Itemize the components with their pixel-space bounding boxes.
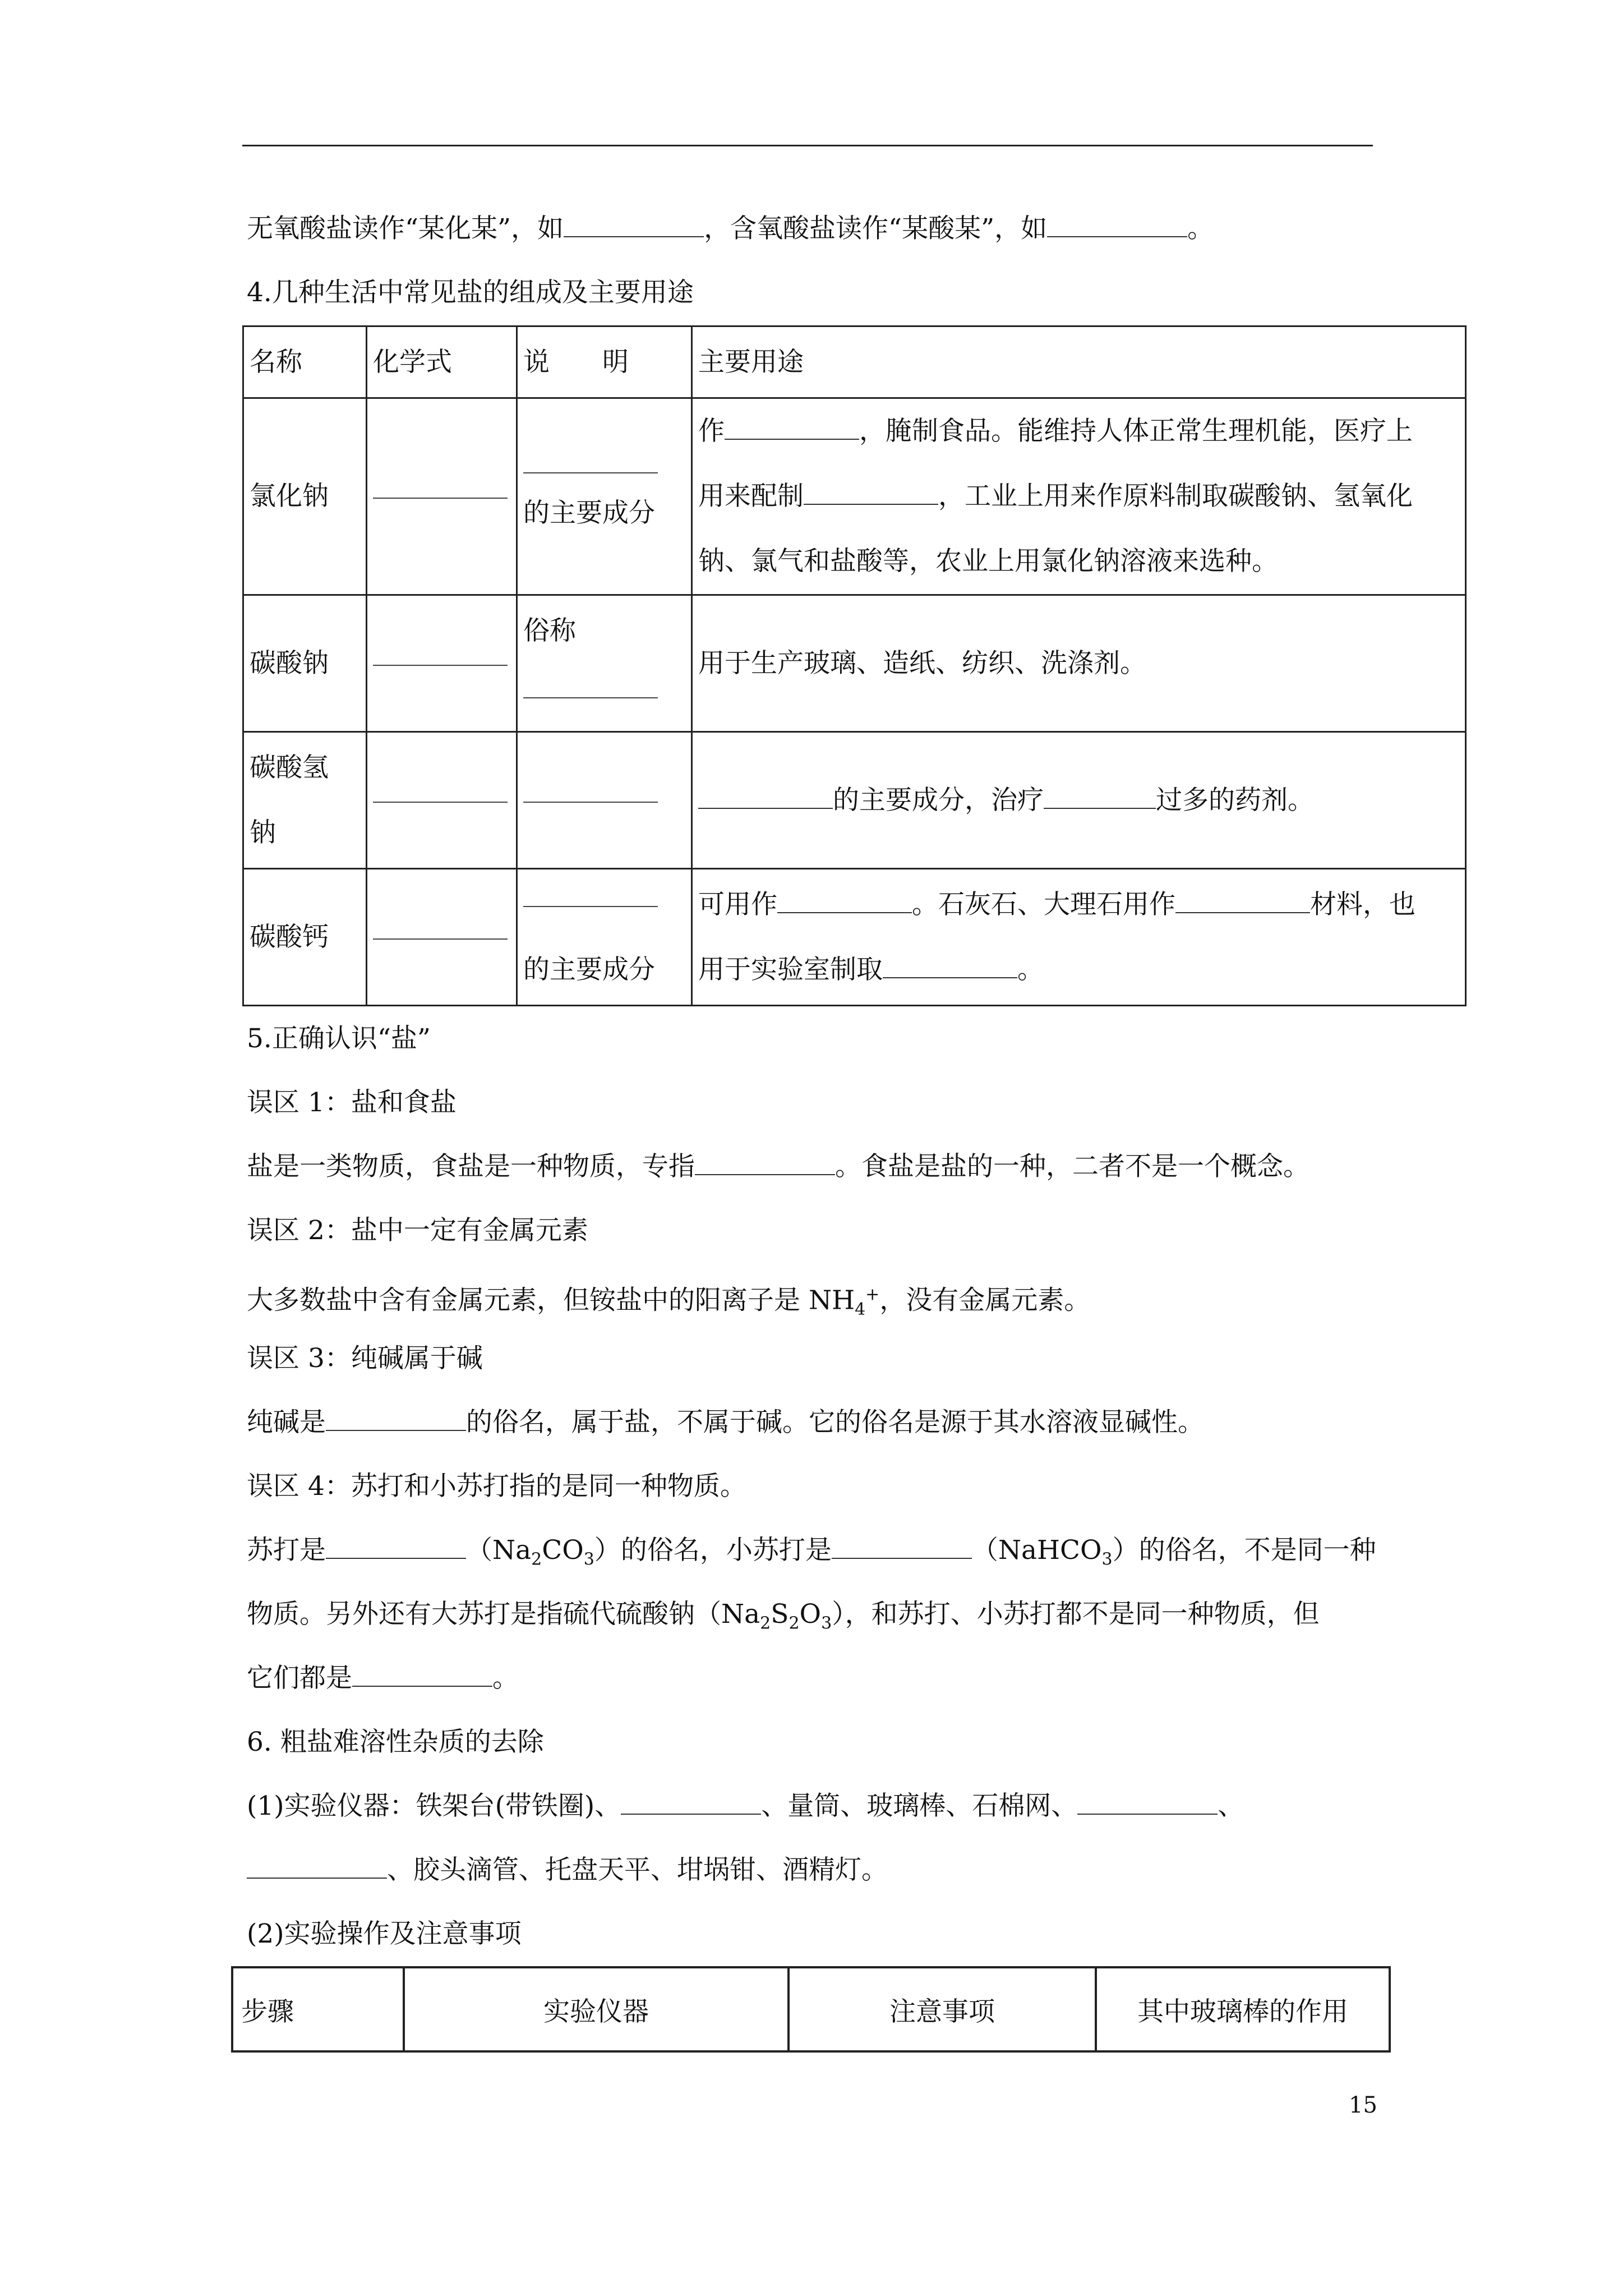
section-5-title: 5.正确认识“盐” xyxy=(247,1023,431,1054)
salt-name: 碳酸钙 xyxy=(243,869,367,1006)
use-cell xyxy=(692,398,1466,595)
use-cell xyxy=(692,732,1466,869)
salts-table xyxy=(242,325,1467,1006)
text: 用来配制 xyxy=(698,481,804,512)
text: (1)实验仪器：铁架台(带铁圈)、 xyxy=(247,1791,621,1821)
text: （Na xyxy=(466,1535,532,1566)
misconception-2-title: 误区 2：盐中一定有金属元素 xyxy=(247,1215,588,1246)
misconception-1-text xyxy=(247,1150,1310,1184)
text: 。 xyxy=(1187,213,1214,244)
table-row xyxy=(243,732,1466,869)
subscript: 3 xyxy=(1101,1549,1113,1570)
misconception-4-title: 误区 4：苏打和小苏打指的是同一种物质。 xyxy=(247,1471,746,1502)
answer-blank[interactable] xyxy=(725,417,859,440)
subscript: 3 xyxy=(821,1613,832,1634)
text: 过多的药剂。 xyxy=(1156,784,1314,816)
formula-cell[interactable] xyxy=(367,595,517,732)
subscript: 2 xyxy=(760,1613,771,1634)
text: ，腌制食品。能维持人体正常生理机能，医疗上 xyxy=(859,416,1413,447)
answer-blank[interactable] xyxy=(832,1536,972,1559)
text: 无氧酸盐读作“某化某”，如 xyxy=(247,213,564,244)
table-row xyxy=(243,595,1466,732)
answer-blank[interactable] xyxy=(523,472,658,473)
text: 。 xyxy=(492,1663,519,1694)
header-cell: 化学式 xyxy=(367,326,517,398)
answer-blank[interactable] xyxy=(1047,215,1187,237)
text: 物质。另外还有大苏打是指硫代硫酸钠（Na xyxy=(247,1599,760,1630)
page-number: 15 xyxy=(1349,2092,1377,2118)
salt-name: 碳酸钠 xyxy=(243,595,367,732)
header-cell: 实验仪器 xyxy=(404,1967,789,2051)
text: 、 xyxy=(1218,1791,1244,1821)
text: ）的俗名，小苏打是 xyxy=(594,1535,832,1566)
text: 。石灰石、大理石用作 xyxy=(912,889,1175,920)
answer-blank[interactable] xyxy=(1175,891,1310,913)
answer-blank[interactable] xyxy=(373,498,508,499)
text: 的俗名，属于盐，不属于碱。它的俗名是源于其水溶液显碱性。 xyxy=(466,1407,1204,1438)
answer-blank[interactable] xyxy=(698,786,833,809)
superscript: + xyxy=(865,1285,880,1304)
desc-text: 俗称 xyxy=(523,615,576,646)
text: 、胶头滴管、托盘天平、坩埚钳、酒精灯。 xyxy=(387,1855,888,1885)
answer-blank[interactable] xyxy=(1044,786,1156,809)
use-cell: 用于生产玻璃、造纸、纺织、洗涤剂。 xyxy=(692,595,1466,732)
salt-naming-line xyxy=(247,212,1214,246)
misconception-4-line-2 xyxy=(247,1598,1320,1640)
text: 大多数盐中含有金属元素，但铵盐中的阳离子是 NH xyxy=(247,1285,855,1316)
header-cell: 其中玻璃棒的作用 xyxy=(1096,1967,1390,2051)
text: 纯碱是 xyxy=(247,1407,326,1438)
text: 。 xyxy=(1017,954,1044,985)
text: 、量筒、玻璃棒、石棉网、 xyxy=(761,1791,1078,1821)
text: ）的俗名，不是同一种 xyxy=(1112,1535,1376,1566)
text: O xyxy=(799,1599,822,1630)
desc-cell xyxy=(517,398,692,595)
table-row xyxy=(243,398,1466,595)
answer-blank[interactable] xyxy=(695,1153,835,1175)
apparatus-line-2 xyxy=(247,1853,888,1887)
answer-blank[interactable] xyxy=(326,1409,466,1431)
text: 材料，也 xyxy=(1310,889,1415,920)
formula-cell[interactable] xyxy=(367,732,517,869)
text: 的主要成分，治疗 xyxy=(833,784,1044,816)
subscript: 3 xyxy=(583,1549,594,1570)
desc-cell[interactable] xyxy=(517,732,692,869)
subscript: 4 xyxy=(855,1300,866,1320)
answer-blank[interactable] xyxy=(373,802,508,803)
text: 钠 xyxy=(250,817,276,848)
apparatus-line-1 xyxy=(247,1789,1244,1823)
header-rule xyxy=(242,145,1373,146)
answer-blank[interactable] xyxy=(373,938,508,940)
header-cell: 主要用途 xyxy=(692,326,1466,398)
subscript: 2 xyxy=(789,1613,800,1634)
text: 它们都是 xyxy=(247,1663,352,1694)
text: 盐是一类物质，食盐是一种物质，专指 xyxy=(247,1151,695,1182)
answer-blank[interactable] xyxy=(373,665,508,666)
misconception-3-text xyxy=(247,1406,1204,1439)
table-header-row xyxy=(232,1967,1390,2051)
subscript: 2 xyxy=(531,1549,542,1570)
text: S xyxy=(771,1599,789,1630)
formula-cell[interactable] xyxy=(367,398,517,595)
text: 苏打是 xyxy=(247,1535,326,1566)
answer-blank[interactable] xyxy=(621,1792,761,1815)
text: ），和苏打、小苏打都不是同一种物质，但 xyxy=(832,1599,1320,1630)
text: 作 xyxy=(698,416,725,447)
text: ，含氧酸盐读作“某酸某”，如 xyxy=(704,213,1048,244)
text: （NaHCO xyxy=(971,1535,1102,1566)
misconception-4-line-3 xyxy=(247,1662,519,1695)
section-6-title: 6. 粗盐难溶性杂质的去除 xyxy=(247,1727,544,1757)
header-cell: 注意事项 xyxy=(789,1967,1096,2051)
misconception-2-text xyxy=(247,1278,1090,1327)
text: ，工业上用来作原料制取碳酸钠、氢氧化 xyxy=(938,481,1413,512)
answer-blank[interactable] xyxy=(883,956,1017,978)
text: CO xyxy=(542,1535,584,1566)
answer-blank[interactable] xyxy=(777,891,912,913)
procedure-title: (2)实验操作及注意事项 xyxy=(247,1918,522,1949)
desc-text: 的主要成分 xyxy=(523,954,655,985)
desc-cell xyxy=(517,595,692,732)
answer-blank[interactable] xyxy=(326,1536,466,1559)
misconception-4-line-1 xyxy=(247,1534,1376,1576)
section-4-title: 4.几种生活中常见盐的组成及主要用途 xyxy=(247,277,694,308)
answer-blank[interactable] xyxy=(564,215,704,237)
text: 可用作 xyxy=(698,889,777,920)
desc-cell xyxy=(517,869,692,1006)
header-cell: 步骤 xyxy=(232,1967,404,2051)
procedure-table xyxy=(231,1966,1391,2053)
answer-blank[interactable] xyxy=(523,802,658,803)
text: 。食盐是盐的一种，二者不是一个概念。 xyxy=(835,1151,1310,1182)
salt-name: 氯化钠 xyxy=(243,398,367,595)
header-cell: 名称 xyxy=(243,326,367,398)
answer-blank[interactable] xyxy=(1077,1792,1218,1815)
use-cell xyxy=(692,869,1466,1006)
formula-cell[interactable] xyxy=(367,869,517,1006)
answer-blank[interactable] xyxy=(804,482,938,505)
misconception-3-title: 误区 3：纯碱属于碱 xyxy=(247,1343,483,1374)
answer-blank[interactable] xyxy=(352,1664,492,1687)
text: 用于实验室制取 xyxy=(698,954,883,985)
answer-blank[interactable] xyxy=(523,697,658,698)
text: 碳酸氢 xyxy=(250,752,329,783)
misconception-1-title: 误区 1：盐和食盐 xyxy=(247,1087,457,1118)
table-row xyxy=(243,869,1466,1006)
salt-name xyxy=(243,732,367,869)
text: ，没有金属元素。 xyxy=(879,1285,1091,1316)
answer-blank[interactable] xyxy=(523,906,658,907)
table-header-row xyxy=(243,326,1466,398)
text: 钠、氯气和盐酸等，农业上用氯化钠溶液来选种。 xyxy=(698,546,1278,577)
answer-blank[interactable] xyxy=(247,1856,387,1879)
desc-text: 的主要成分 xyxy=(523,498,655,528)
header-cell: 说 明 xyxy=(517,326,692,398)
